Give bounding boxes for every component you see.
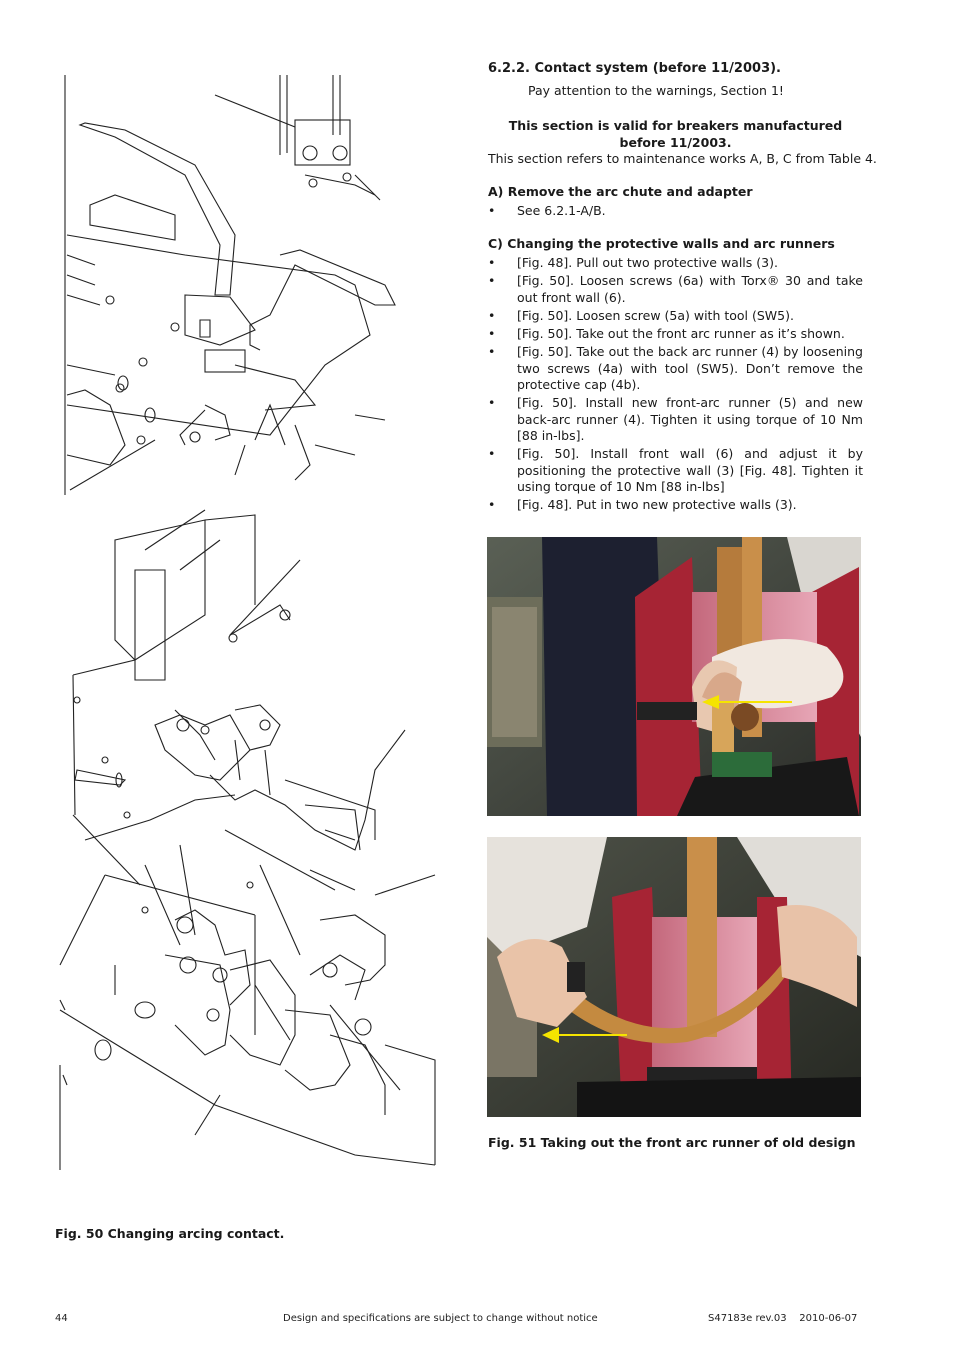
footer-notice: Design and specifications are subject to change without notice	[283, 1313, 598, 1324]
list-item: • [Fig. 50]. Install front wall (6) and adjust it by positioning the protective wall (3) [Fig. 48]. Tighten it using torque of 10 Nm [88 in-lbs]	[488, 446, 863, 495]
list-item: • [Fig. 48]. Put in two new protective walls (3).	[488, 497, 863, 513]
list-item: • [Fig. 50]. Install new front-arc runner (5) and new back-arc runner (4). Tighten it using torque of 10 Nm [88 in-lbs].	[488, 395, 863, 444]
list-item: • [Fig. 50]. Loosen screws (6a) with Torx® 30 and take out front wall (6).	[488, 273, 863, 306]
page-number: 44	[55, 1313, 68, 1324]
list-item: • [Fig. 50]. Take out the front arc runner as it’s shown.	[488, 326, 863, 342]
step-c-list	[488, 255, 863, 515]
fig50-caption: Fig. 50 Changing arcing contact.	[55, 1226, 285, 1241]
drawing-bottom-detail	[60, 845, 435, 1170]
validity-line-1: This section is valid for breakers manufactured	[508, 118, 843, 133]
refers-note: This section refers to maintenance works A, B, C from Table 4.	[488, 151, 877, 166]
list-item: • [Fig. 50]. Take out the back arc runner (4) by loosening two screws (4a) with tool (SW5). Don’t remove the protective cap (4b).	[488, 344, 863, 393]
photo-2-illustration	[487, 837, 861, 1117]
step-a-list	[488, 203, 863, 221]
step-a-heading: A) Remove the arc chute and adapter	[488, 184, 753, 199]
validity-note	[488, 117, 863, 151]
list-item: • [Fig. 50]. Loosen screw (5a) with tool (SW5).	[488, 308, 863, 324]
fig51-caption: Fig. 51 Taking out the front arc runner of old design	[488, 1135, 856, 1150]
warning-note: Pay attention to the warnings, Section 1!	[528, 83, 784, 98]
list-item: • [Fig. 48]. Pull out two protective walls (3).	[488, 255, 863, 271]
step-c-heading: C) Changing the protective walls and arc runners	[488, 236, 835, 251]
section-title: 6.2.2. Contact system (before 11/2003).	[488, 61, 781, 76]
validity-line-2: before 11/2003.	[619, 135, 732, 150]
photo-arc-runner-out	[487, 837, 861, 1117]
drawing-top-assembly	[65, 75, 395, 495]
list-item: • See 6.2.1-A/B.	[488, 203, 863, 219]
document-id: S47183e rev.03 2010-06-07	[708, 1313, 858, 1324]
fig50-line-drawings	[55, 65, 445, 1170]
photo-1-illustration	[487, 537, 861, 816]
photo-removing-arc-runner	[487, 537, 861, 816]
drawing-middle-assembly	[73, 510, 405, 913]
